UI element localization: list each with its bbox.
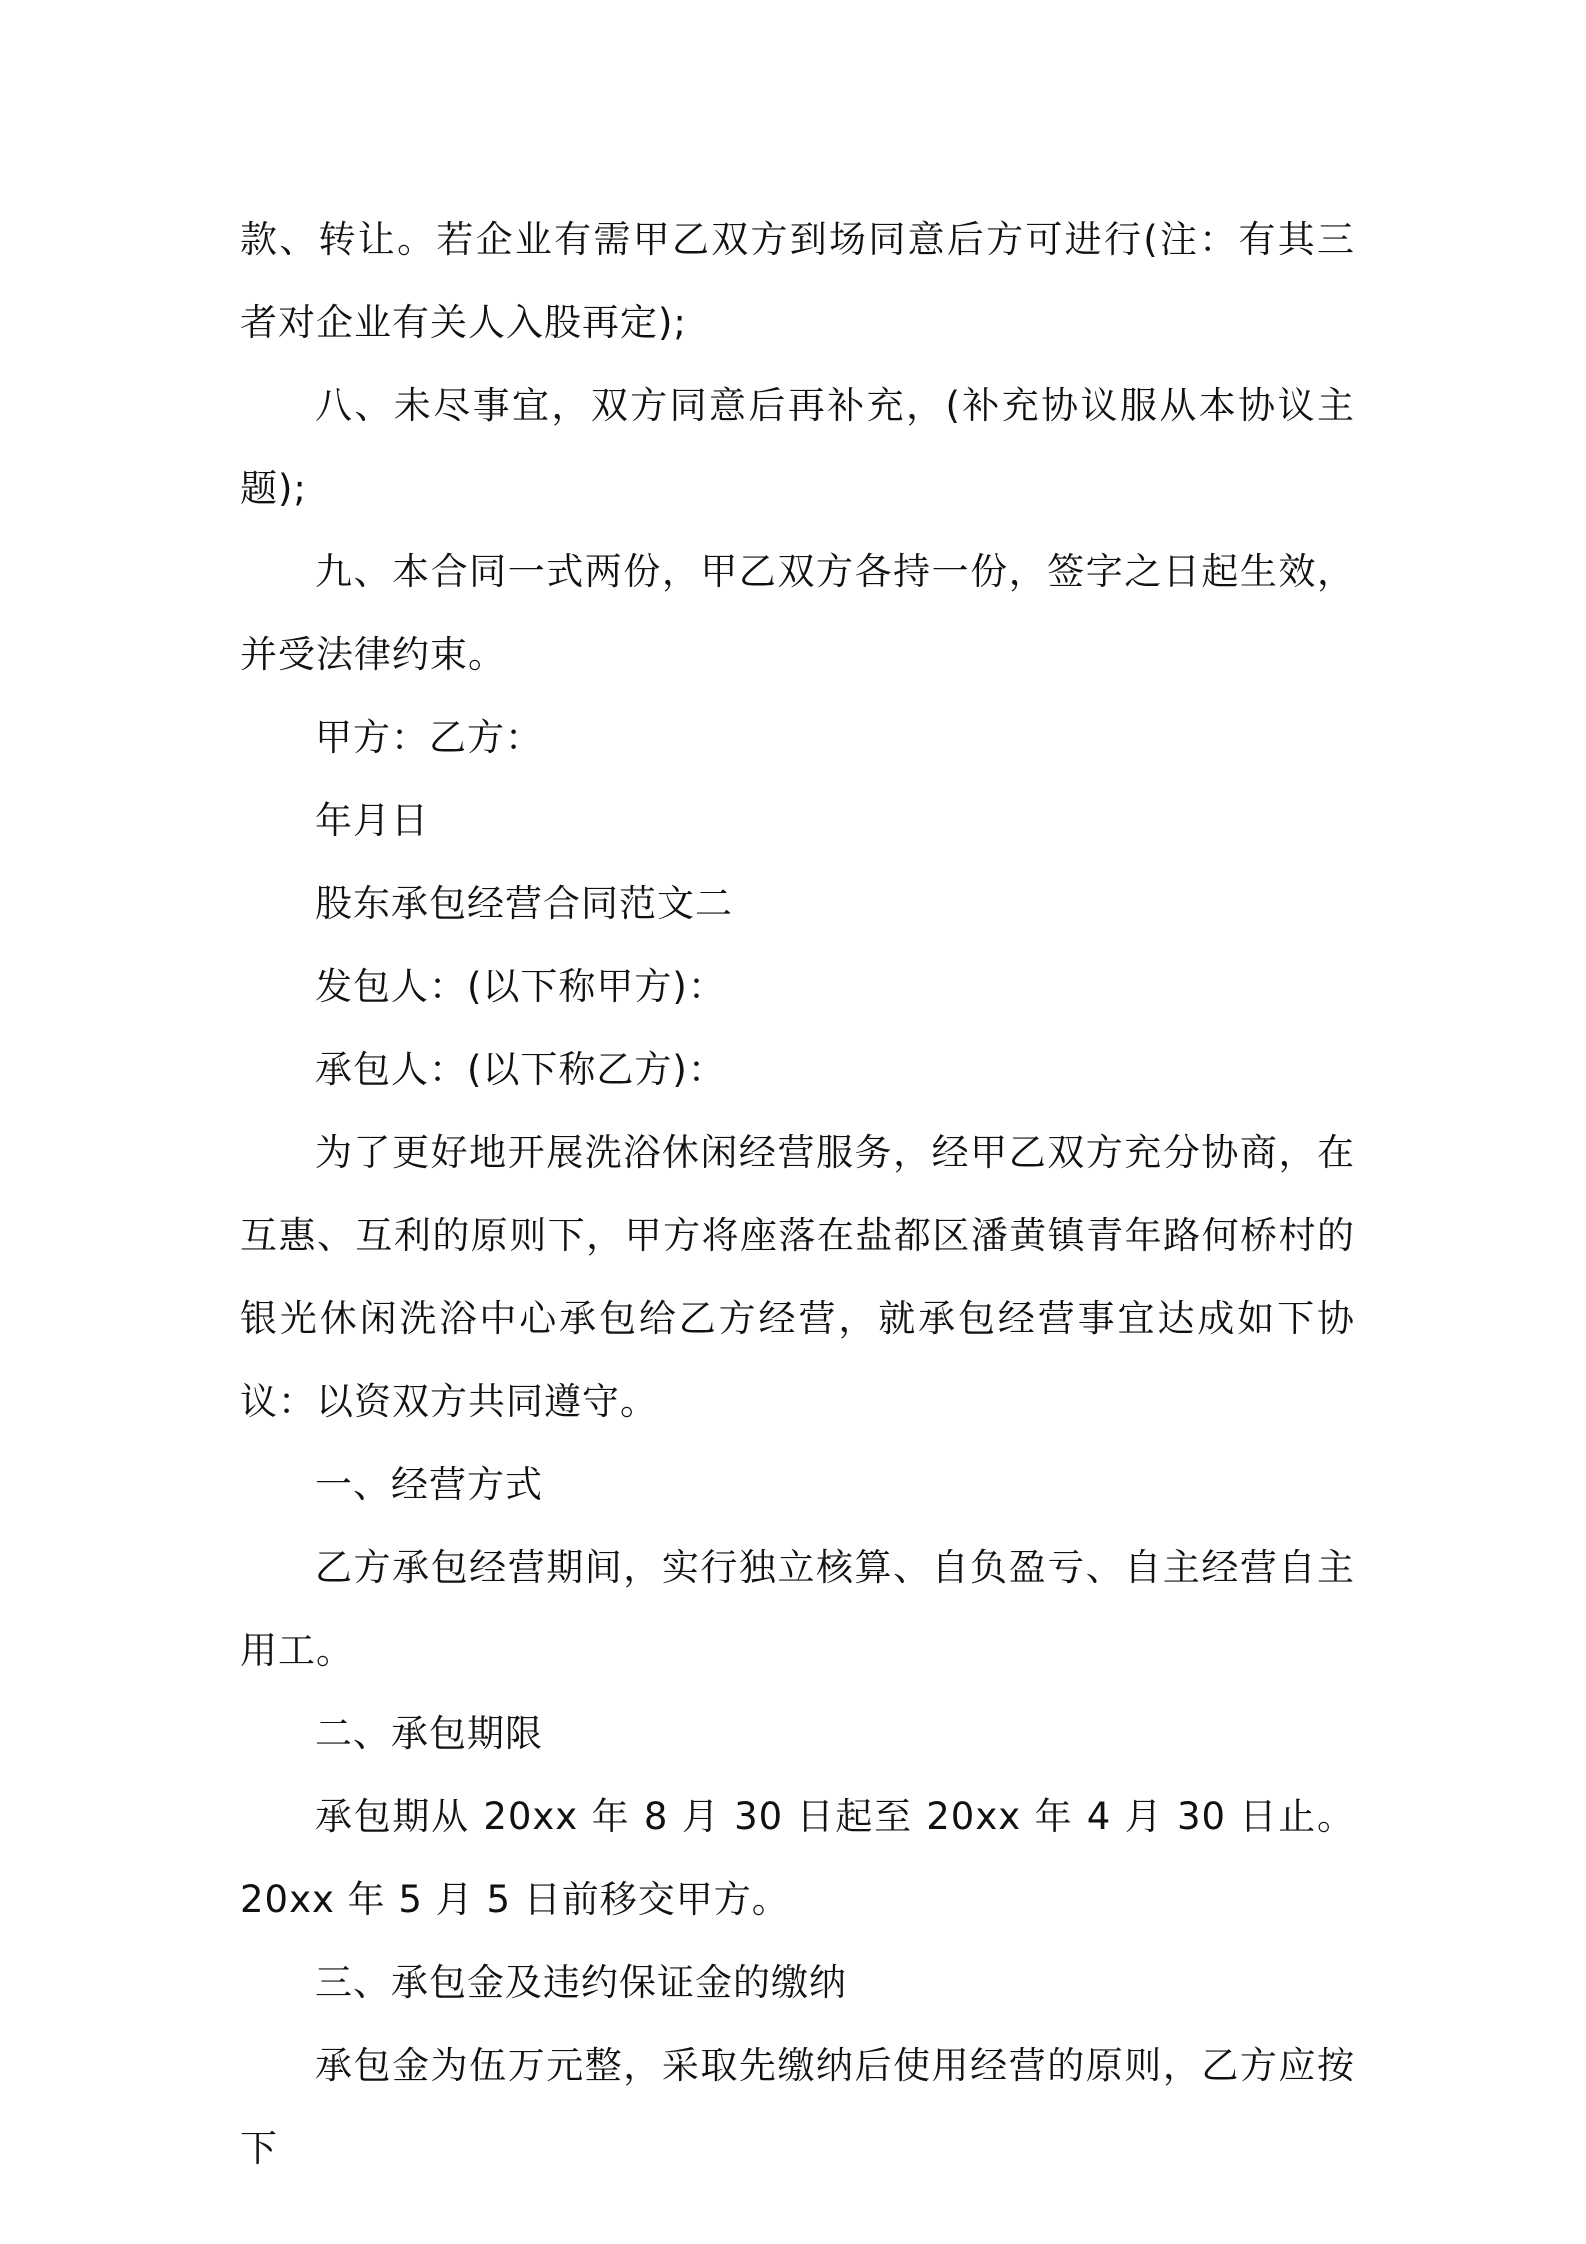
signature-parties: 甲方：乙方： xyxy=(315,716,543,759)
paragraph-continuation: 款、转让。若企业有需甲乙双方到场同意后方可进行(注：有其三者对企业有关人入股再定); xyxy=(240,218,1355,344)
clause-nine: 九、本合同一式两份，甲乙双方各持一份，签字之日起生效，并受法律约束。 xyxy=(240,550,1355,676)
employer-line: 发包人：(以下称甲方)： xyxy=(315,965,726,1008)
section-heading-operation-mode: 一、经营方式 xyxy=(315,1463,543,1506)
section-heading-payment: 三、承包金及违约保证金的缴纳 xyxy=(315,1961,847,2004)
preamble-paragraph: 为了更好地开展洗浴休闲经营服务，经甲乙双方充分协商，在互惠、互利的原则下，甲方将座落在盐都区潘黄镇青年路何桥村的银光休闲洗浴中心承包给乙方经营，就承包经营事宜达成如下协议：以资双方共同遵守。 xyxy=(240,1131,1355,1423)
section-heading-term: 二、承包期限 xyxy=(315,1712,543,1755)
signature-date: 年月日 xyxy=(315,799,429,842)
operation-mode-paragraph: 乙方承包经营期间，实行独立核算、自负盈亏、自主经营自主用工。 xyxy=(240,1546,1355,1672)
payment-paragraph: 承包金为伍万元整，采取先缴纳后使用经营的原则，乙方应按下 xyxy=(240,2044,1355,2170)
clause-eight: 八、未尽事宜，双方同意后再补充，(补充协议服从本协议主题); xyxy=(240,384,1355,510)
contractor-line: 承包人：(以下称乙方)： xyxy=(315,1048,726,1091)
term-paragraph: 承包期从 20xx 年 8 月 30 日起至 20xx 年 4 月 30 日止。20xx 年 5 月 5 日前移交甲方。 xyxy=(240,1795,1355,1921)
contract-title: 股东承包经营合同范文二 xyxy=(315,882,733,925)
document-body xyxy=(240,198,1355,2190)
